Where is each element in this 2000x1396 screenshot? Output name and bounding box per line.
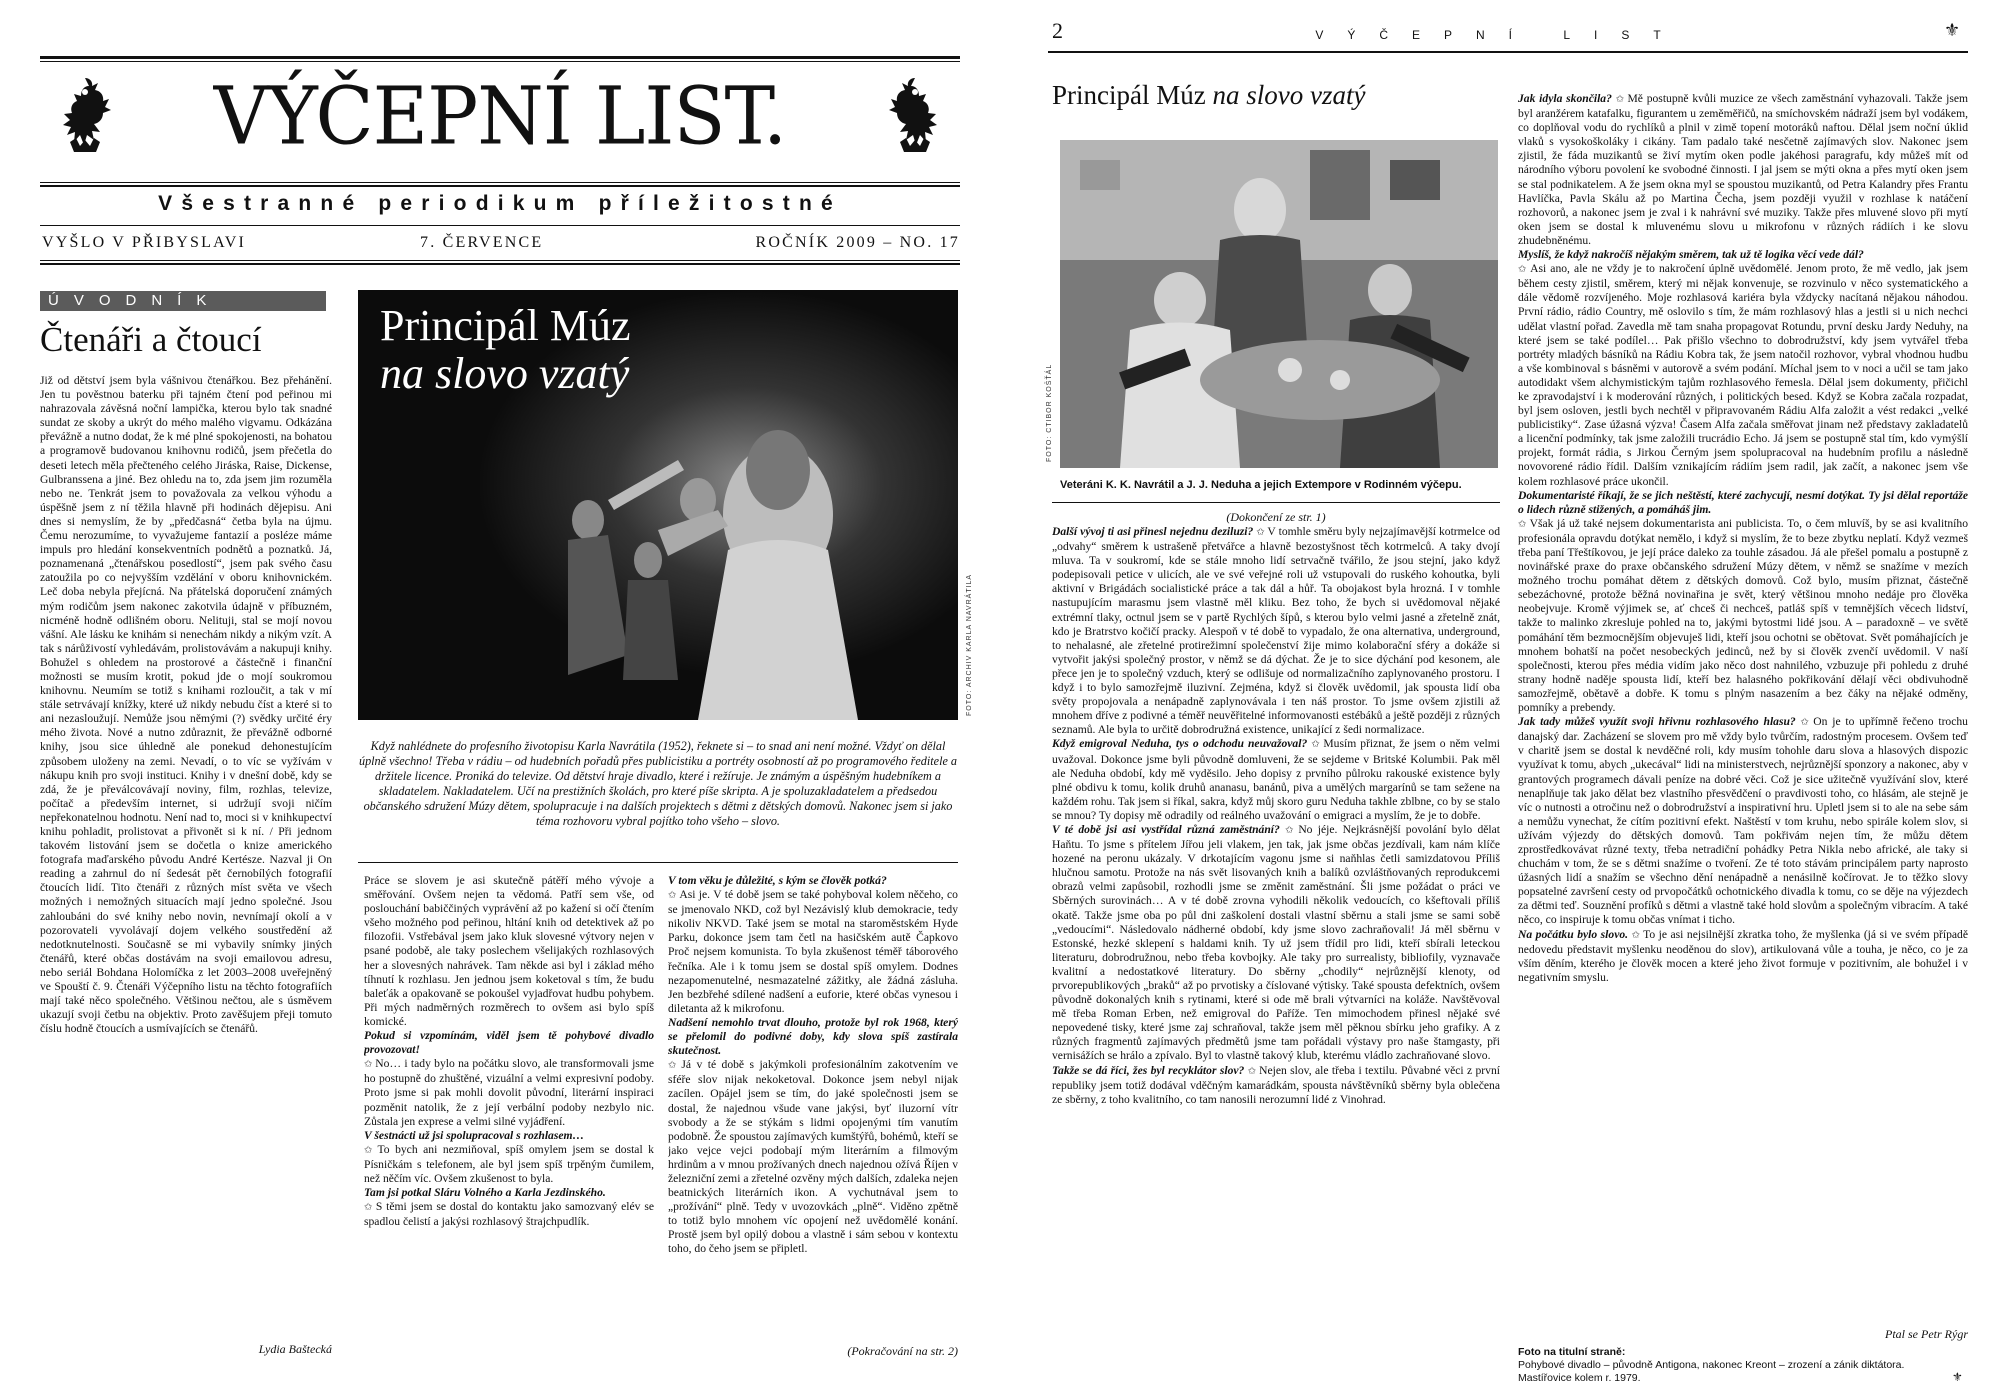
star-icon: ✩	[1631, 929, 1644, 941]
editorial-signature: Lydia Baštecká	[258, 1342, 332, 1356]
continued-from: (Dokončení ze str. 1)	[1226, 510, 1326, 524]
lion-emblem-left-icon	[50, 72, 120, 164]
page2-column-2	[1518, 92, 1968, 1324]
page2-top-rule	[1048, 51, 1968, 53]
page-two	[1000, 0, 2000, 1396]
page2-col1-block: Takže se dá říci, žes byl recyklátor slov? ✩ Nejen slov, ale třeba i textilu. Půvabné věci z první republiky jsem totiž dodával vděčným kamarádkám, spousta návštěvníků sběrny byla oblečena ze sběrny, z toho kvalitního, co tam nanosili nerozumní lidé z Vinohrad.	[1052, 1063, 1500, 1106]
page2-col2-question: Myslíš, že když nakročíš nějakým směrem, tak už tě logika věcí vede dál?	[1518, 248, 1864, 262]
star-icon: ✩	[1518, 264, 1531, 276]
cover-column-1	[364, 874, 654, 1344]
cover-note-title: Foto na titulní straně:	[1518, 1346, 1626, 1358]
cover-col2-para: ✩ Asi je. V té době jsem se také pohyboval kolem něčeho, co se jmenovalo NKD, což byl Nezávislý klub demokracie, tedy nikoliv NKVD. Také jsem se motal na staroměstském Hyde Parku, dokonce jsem tam četl na hasičském autě Čapkovo Proč nejsem komunista. To byla zkušenost téměř táborového řečníka. Ale i k tomu jsem se dostal spíš omylem. Dodnes nezapomenutelné, nesmazatelné zážitky, ale žádná zásluha. Jen bezbřehé sdílené nadšení a euforie, které občas vynesou i diletanta až k mikrofonu.	[668, 888, 958, 1015]
page2-title: Principál Múz na slovo vzatý	[1052, 80, 1366, 110]
cover-col1-question: Tam jsi potkal Sláru Volného a Karla Jezdinského.	[364, 1186, 606, 1200]
star-icon: ✩	[1518, 518, 1530, 530]
page2-col2-question: Dokumentaristé říkají, že se jich neštěstí, které zachycují, nesmí dotýkat. Ty jsi dělal reportáže o lidech různě stižených, a pomáháš jim.	[1518, 488, 1968, 516]
star-icon: ✩	[364, 1059, 376, 1071]
cover-continued: (Pokračování na str. 2)	[847, 1344, 958, 1358]
page2-photo	[1060, 140, 1498, 468]
cover-photo-title-line1: Principál Múz	[380, 301, 631, 350]
page2-photo-caption: Veteráni K. K. Navrátil a J. J. Neduha a jejich Extempore v Rodinném výčepu.	[1060, 479, 1462, 491]
editorial-text: Již od dětství jsem byla vášnivou čtenářkou. Bez přehánění. Jen tu pověstnou baterku při tajném čtení pod peřinou mi nahrazovala závěsná noční lampička, kterou bylo tak snadné sundat ze skoby a ukrýt do mého malého vigvamu. Odkázána převážně a nutno dodat, že k mé plné spokojenosti, na bohatou a programově budovanou knihovnu rodičů, jsem přečetla do deseti letech měla přečteného celého Jiráska, Raise, Dickense, Gulbranssena a jiné. Bez ohledu na to, zda jsem jim rozuměla nebo ne. Tenkrát jsem to považovala za velkou výhodu a úspěšně jsem z ní těžila hlavně při hodinách dějepisu. Ani dnes si nemyslím, že by „předčasná“ četba byla na újmu. Čemu nerozumíme, to vyvažujeme fantazií a posléze máme impuls pro hledání konsekventních podnětů a poznatků. Já, poznamenaná „čtenářskou posedlostí“, jsem pak svého času zatoužila po co nejvyšším vzdělání v oboru knihovnickém. Leč doba nebyla přejícná. Na přátelská doporučení známých mým rodičům jsem nakonec zakotvila údajně v příbuzném, nicméně hodně odlišném oboru. Nelituji, stal se mojí novou vášní. Ale lásku ke knihám si nenechám nikdy a nikým vzít. A tak s nárůživostí vyhledávám, prolistovávám a nakupuji knihy. Bohužel s ohledem na prostorové a částečně i finanční možnosti se musím krotit, pokud jde o mojí soukromou knihovnu. Neumím se totiž s knihami rozloučit, a tak v mí stále setrvávají knížky, které už nikdy nebudu číst a které si to ani nezasloužují. Nemůže jsou němými (?) svědky určité éry mého života. Nové a nutno zdůraznit, že převážně odborné knihy, jsou sice úhledně ale ponekud dehonestujícím způsobem uloženy na zemi. Nevadí, o to víc se vyžívám v nákupu knih pro svoji instituci. Knihy i v dnešní době, kdy se zdá, že je převálcovávají noviny, film, rozhlas, televize, počítač a především internet, si udržují svoji ničím nepřekonatelnou hodnotu. Není nad to, moci si v knihkupectví knihu pohladit, prolistovat a přivonět si k ní. / Při jednom takovém listování jsem se dočetla o knize amerického fotografa maďarského původu André Kertésze. Nazval ji On reading a zahrnul do ní šedesát pět černobílých fotografií čtoucích lidí. Tito čtenáři z různých míst světa ve všech možných i nemožných situacích mají jedno společné. Jsou zahloubáni do své knihy nebo novin, nevnímají okolí a v pozorovateli vyvolávají dojem velkého soustředění až nedotknutelnosti. Současně se mi vybavily snímky jiných čtenářů, které občas dostávám na svoji emailovou adresu, nebo seriál Bohdana Holomíčka z let 2003–2008 uveřejněný ve Spouští č. 9. Čtenáři Výčepního listu na těchto fotografiích mají také něco společného. Většinou nečtou, ale s úsměvem ukazují svoji četbu na objektiv. Proto zavěšujem přeji tomuto číslu hodně čtoucích a usmívajících se čtenářů.	[40, 374, 332, 1036]
lion-end-icon: ⚜	[1952, 1370, 1963, 1384]
cover-col1-para: ✩ To bych ani nezmiňoval, spíš omylem jsem se dostal k Písničkám s telefonem, ale byl jsem spíš trpěným čumilem, než něčím víc. Ovšem zkušenost to byla.	[364, 1142, 654, 1185]
page2-col1-block: Další vývoj ti asi přinesl nejednu deziluzi? ✩ V tomhle směru byly nejzajímavější kotrmelce od „odvahy“ směrem k ustrašeně přetvářce a hlavně bezostyšnost těch kotrmelců. A taky dvojí mluva. Ta v soukromí, kde se stále mnoho lidí setrvačně tvářilo, že jsou stejní, jako když podepisovali petice v ulicích, ale ve své veřejné roli už vstupovali do ruského kohoutka, byli aktivní v Brigádách socialistické práce a tak dál a hůř. Ta obojakost byla hrozná. I v tomhle nastupujícím marasmu jsem vlastně měl kliku. Bez toho, že bych si uvědomoval nějaké extrémní tlaky, octnul jsem se v partě Rychlých šípů, s kterou bylo velmi jasné a zřetelně znát, kdo je Bratrstvo kočičí pracky. Alespoň v té době to vypadalo, že ona alternativa, underground, to nehalasné, ale zřetelné protirežimní společenství žije mimo kolaborační sféry a dokáže si vytvořit jakýsi společný prostor, v němž se dá dýchat. Že je to sice dýchání pod kesonem, ale přece jen je to společný vzduch, který se odlišuje od normalizačního zaplynovaného prostoru. I když i to bylo samozřejmě iluzivní. Zejména, když si člověk uvědomil, jak spousta lidí oba světy propojovala a nenápadně zaplynovávala i ten náš prostor. To jsme ovšem zjistili až mnohem dříve z podivné a téměř neuvěřitelné informovanosti estébáků a ještě později z různých seznamů. Ale byla to určitě dobrodružná existence, unikající z šedi normalizace.	[1052, 525, 1500, 737]
page2-col2-para: ✩ Však já už také nejsem dokumentarista ani publicista. To, o čem mluvíš, by se asi kvalitního profesionála opravdu dotýkat nemělo, i když si myslím, že to beze zbytku neplatí. Když vezmeš třeba paní Třeštíkovou, je její práce daleko za touhle zásadou. Já ale přešel pomalu a postupně z novinářské praxe do praxe občanského sdružení Múzy dětem, v němž se snažíme v mezích možného trochu pomáhat dětem z dětských domovů. Což bylo, musím přiznat, částečně sebezáchovné, protože běžná novinařina je svět, který většinou mnoho nedáje pro člověka neobejvuje. Kromě výjimek se, ať chceš či nechceš, patláš spíš v temnějších věcech lidství, takže to malinko zkresluje pohled na to, jakými bytostmi lidé jsou. A – paradoxně – ve světě pomáhání těm bezmocnějším objevuješ lidi, kteří jsou ochotni se obětovat. Svět pomáhajících je mnohem bohatší na počet nesobeckých jedinců, než by si člověk zvenčí uvědomil. V naší společnosti, kterou přes média vidím jako něco dost nahnilého, vzbuzuje při pohledu z druhé strany hodně naděje spousta lidí, kteří bez halasného pokřikování dělají věci obdivuhodně samozřejmě, obětavě a dobře. K tomu s plným nasazením a bez čáky na nějaké odměny, pomníky a prebendy.	[1518, 516, 1968, 715]
cover-col1-question: Pokud si vzpomínám, viděl jsem tě pohybové divadlo provozovat!	[364, 1029, 654, 1057]
star-icon: ✩	[364, 1144, 378, 1156]
star-icon: ✩	[364, 1202, 376, 1214]
lion-small-icon: ⚜	[1944, 20, 1961, 41]
page2-photo-credit: FOTO: CTIBOR KOŠŤÁL	[1046, 363, 1053, 462]
cover-col1-para: ✩ No… i tady bylo na počátku slovo, ale transformovali jsme ho postupně do zhuštěné, vizuální a velmi expresivní podoby. Proto jsme si pak mohli dovolit původní, literární inspiraci pozměnit natolik, že z její verbální podoby nezbylo nic. Zůstala jen exprese a velmi silné vyjádření.	[364, 1057, 654, 1128]
page-number: 2	[1052, 18, 1063, 43]
editorial-kicker: ÚVODNÍK	[40, 291, 326, 311]
cover-photo-credit: FOTO: ARCHIV KARLA NAVRÁTILA	[966, 573, 973, 716]
masthead-top-rule	[40, 56, 960, 59]
star-icon: ✩	[668, 1060, 682, 1072]
cover-col2-para: ✩ Já v té době s jakýmkoli profesionálním zakotvením ve sféře slov nijak nekoketoval. Dokonce jsem nebyl nijak zacílen. Opájel jsem se tím, do jaké společnosti jsem se dostal, že najednou všude vane jakýsi, byť iluzorní vítr svobody a že se stýkám s lidmi opojenými tím vanutím podobně. Že spoustou zajímavých kumštýřů, bohémů, kteří se jako vejce vejci podobají mým literárním a filmovým hrdinům a v mnou prožívaných dnech najednou ožívá Říjen v železniční zemi a zřetelné ozvěny mých dalších, zdaleka nejen beatnických literárních ikon. A vychutnával jsem to „prožívání“ plně. Tedy v uvozovkách „plně“. Viděno zpětně to totiž bylo mnohem víc opojení než uvědomělé konání. Prostě jsem byl opilý dobou a vlastně i sám sebou v kontextu toho, do čeho jsem se připletl.	[668, 1058, 958, 1256]
cover-column-2	[668, 874, 958, 1342]
page2-caption-rule	[1052, 502, 1500, 503]
star-icon: ✩	[1285, 824, 1299, 836]
masthead-rule-bottom	[40, 260, 960, 261]
page2-col2-block: Na počátku bylo slovo. ✩ To je asi nejsilnější zkratka toho, že myšlenka (já si ve svém případě nedovedu představit myšlenku neoděnou do slov), artikulovaná vůle a touha, je něco, co je za vším děním, kterého je člověk mocen a které jeho život formuje v pozitivním, ale bohužel i v negativním smyslu.	[1518, 927, 1968, 984]
page2-col2-block: Jak idyla skončila? ✩ Mě postupně kvůli muzice ze všech zaměstnání vyhazovali. Takže jsem byl aranžérem katafalku, figurantem u zeměměřičů, na smíchovském nádraží jsem byl vodákem, co doplňoval vodu do rychlíků a plnil v zimě topení motoráků naftou. Dělal jsem noční úklid vlaků s vysokoškoláky i cikány. Tam padalo také nesčetně zajímavých slov. Nakonec jsem zjistil, že fáda muzikantů se živí mytím oken podle jakéhosi paragrafu, kdy můžeš mít od národního výboru povolení ke svobodné činnosti. I jal jsem se mýti okna a přes mytí oken jsem se stal podnikatelem. A že jsem okna myl se spoustou muzikantů, od Petra Kalandry přes Frantu Havlíčka, Pavla Skálu až po Martina Čecha, jsem později využil v rozhlase k natáčení rozhovorů, a nakonec jsem je zval i k nahrávní své muziky. Takže přes mluvené slovo při mytí oken jsem se dostal k mluvenému slovu u mikrofonu v různých rádiích i ke slovu zhudebněnému.	[1518, 92, 1968, 247]
star-icon: ✩	[1311, 739, 1324, 751]
page2-col1-block: Když emigroval Neduha, tys o odchodu neuvažoval? ✩ Musím přiznat, že jsem o něm velmi uvažoval. Dokonce jsme byli původně domluveni, že se sejdeme v Britské Kolumbii. Pak měl ale Neduha období, kdy mě vyděsilo. Jeho dopisy z prvního půlroku rakouské existence byly plné obdivu k tomu, kolik druhů ananasu, banánů, piva a umělých margarínů se tam sežene na každém rohu. Tak jsem si říkal, sakra, když můj skoro guru Neduha takhle zblbne, co by se stalo se mnou? Ty dopisy mě odradily od reálného uvažování o emigraci a myslím, že je to dobře.	[1052, 737, 1500, 822]
star-icon: ✩	[1256, 527, 1268, 538]
masthead-top-rule-thin	[40, 61, 960, 62]
cover-col2-question: Nadšení nemohlo trvat dlouho, protože byl rok 1968, který se přelomil do podivné doby, kdy slova spíš zastírala skutečnost.	[668, 1015, 958, 1058]
star-icon: ✩	[1247, 1065, 1260, 1077]
star-icon: ✩	[1800, 717, 1814, 729]
editorial-title: Čtenáři a čtoucí	[40, 320, 262, 359]
star-icon: ✩	[668, 890, 680, 902]
cover-col1-para: ✩ S těmi jsem se dostal do kontaktu jako samozvaný elév se spadlou čelistí a jakýsi rozhlasový štrajchpudlík.	[364, 1200, 654, 1229]
masthead-date: 7. ČERVENCE	[420, 234, 544, 251]
masthead-title: VÝČEPNÍ LIST.	[213, 68, 787, 163]
cover-intro: Když nahlédnete do profesního životopisu Karla Navrátila (1952), řeknete si – to snad ani není možné. Vždyť on dělal úplně všechno! Třeba v rádiu – od hudebních pořadů přes publicistiku a portréty osobností až po programového ředitele a držitele licence. Proniká do televize. Od dětství hraje divadlo, které i režíruje. Je známým a úspěšným hudebníkem a skladatelem. Nakladatelem. Učí na prestižních školách, pro které píše skripta. A je spoluzakladatelem a předsedou občanského sdružení Múzy dětem, spolupracuje i na dalších projektech s dětmi z dětských domovů. Nakonec jsem si jako téma rozhovoru vybral pojítko toho všeho – slovo.	[358, 739, 958, 828]
masthead-subtitle: Všestranné periodikum příležitostné	[158, 192, 842, 215]
page2-column-1	[1052, 525, 1500, 1377]
star-icon: ✩	[1615, 94, 1628, 105]
running-head: VÝČEPNÍ LIST	[1315, 28, 1685, 42]
cover-intro-rule	[358, 862, 958, 863]
masthead-volume: ROČNÍK 2009 – NO. 17	[755, 234, 960, 251]
page2-col2-block: Jak tady můžeš využít svoji hřivnu rozhlasového hlasu? ✩ On je to upřímně řečeno trochu danajský dar. Zacházení se slovem pro mě vždy bylo tvůrčím, radostným procesem. Ovšem teď v charitě jsem se dostal k nevděčné roli, kdy musím tohohle daru slova a hlasových dispozic využívat k tomu, abych „ukecával“ lidi na ministerstvech, nejrůznější sponzory a nakonec, aby v grantových programech dávali peníze na dobré věci. Což je sice užitečně využívání slov, které nenaplňuje tak jako dělat bez vlastního přesvědčení o pravdivosti toho, co hlásám, ale stejně je víc o nutnosti a otročinu než o dobrodružství a inspirativní hru. Upletl jsem si to ale na sebe sám a nemůžu vynechat, že cítím pozitivní efekt. Naštěstí v tom kruhu, nebo spirále kolem slov, si užívám výjezdy do dětských domovů. Tam pokřivám nejen tím, že můžu dětem zprostředkovávat různé texty, třeba netradiční pohádky Petra Nikla nebo africké, ale taky si chuchám v tom, že se s dětmi snažíme o tvoření. Ze té toto stávám principálem party naprosto úžasných lidí a snažím se všechno dění nenápadně a nenásilně kočírovat. Je to těžko slovy popsatelné završení cesty od prvopočátků ochotnického divadla k tomu, co se děje na výjezdech za dětmi teď. Souznění profíků s dětmi a vlastně také hold slovům a společným vibracím. A také něco, co inspiruje k tomu občas vnímat i ticho.	[1518, 715, 1968, 927]
page2-photo-scene	[1060, 140, 1498, 468]
page2-col2-para: ✩ Asi ano, ale ne vždy je to nakročení úplně uvědomělé. Jenom proto, že mě vedlo, jak jsem během cesty zjistil, směrem, který mi nějak konvenuje, se rozvinulo v něco systematického a dále vědomě rozvíjeného. Moje rozhlasová kariéra byla vždycky nacítaná nějakou náhodou. První rádio, rádio Country, mě oslovilo s tím, že mám rozhlasový hlas a jestli si u nich nechci udělat vlastní pořad. Zavedla mě tam snaha propagovat Rotundu, první desku Jardy Neduhy, na které jsem se také podílel… Pak přišlo všechno to dobrodružství, kdy jsem vytvářel třeba portréty mladých básníků na Rádiu Kobra tak, že jsem natočil rozhovor, vybral vhodnou hudbu a vše kombinoval s básněmi v autorově a svém podání. Míchal jsem to v noci a učil se tam jako autodidakt všem alchymistickým tajům rozhlasového řemesla. Dělal jsem dokumenty, přičichl ke zpravodajství i k moderování různých, i politických besed. Když se Kobra začala rozpadat, byl jsem osloven, jestli bych nechtěl v připravovaném Rádiu Alfa založit a vést redakci „velké publicistiky“. Zase úžasná výzva! Časem Alfa začala směřovat jinam než představy zakladatelů a licenční podmínky, tak jsme založili trucrádio Echo. Já jsem se postupně stal tím, kdo vymýšlí projekt, formát rádia, s Jirkou Černým jsem spolupracoval na hudebním profilu a následně novovorené rádio řídil. Dalším vznikajícím rádiím jsem radil, jak začít, a nakonec jsem vše kolem rozhlasové práce ukončil.	[1518, 262, 1968, 488]
cover-photo	[358, 290, 958, 720]
page2-signature: Ptal se Petr Rýgr	[1885, 1327, 1968, 1341]
cover-note-text: Pohybové divadlo – původně Antigona, nakonec Kreont – zrození a zánik diktátora. Mastířovice kolem r. 1979.	[1518, 1359, 1905, 1384]
page2-col1-block: V té době jsi asi vystřídal různá zaměstnání? ✩ No jéje. Nejkrásnější povolání bylo dělat Haňtu. To jsme s přítelem Jířou jeli vlakem, jen tak, jak jsme občas jezdívali, kam nám klíče hozené na peronu ukázaly. V drkotajícím vagonu jsme si naňhlas četli samizdatovou Příliš hlučnou samotu. Protože na nás svět lisovaných knih a balíků ozvláštňovaných reprodukcemi obrazů velmi zapůsobil, rozhodli jsme se změnit zaměstnání. Šli jsme požádat o práci ve Sběrných surovinách… A v té době zrovna vyhodili několik vedoucích, co kšeftovali příliš okatě. Takže jsme oba po půl dni zaškolení dostali vlastní sběrnu a stali jsme se sami sobě „vedoucími“. Následovalo nádherné období, kdy jsme slovo zachraňovali! Já měl sběrnu v Estonské, hezké sklepení s haldami knih. Ty už jsem třídil pro lidi, kteří sbírali leteckou literaturu, dobrodružnou, nebo třeba kovbojky. Ale taky pro surrealisty, bibliofily, vyznavače kvalitní a nedostatkové literatury. Do sběrny „chodily“ nejrůznější klenoty, od prvorepublikových „braků“ až po prvotisky a číslované výtisky. Také spousta defektních, ovšem původně dokonalých knih s rytinami, které si ode mě brali výtvarníci na koláže. Navštěvoval mě třeba Roman Erben, než emigroval do Paříže. Ten mimochodem přinesl nějaké své nepovedené tisky, které jsme zaj schraňoval, takže jsem měl pěknou sbírku jeho grafiky. A z různých fragmentů zajímavých předmětů jsme tam pořádali výstavy pro naše štamgasty, při vernisážích se hrálo a zpívalo. Byl to vlastně takový klub, kterému vládlo zachraňované slovo.	[1052, 822, 1500, 1063]
lion-emblem-right-icon	[880, 72, 950, 164]
cover-col2-question: V tom věku je důležité, s kým se člověk potká?	[668, 874, 887, 887]
masthead-rule-bottom2	[40, 263, 960, 265]
masthead-place: VYŠLO V PŘIBYSLAVI	[42, 234, 247, 251]
masthead-rule-mid2	[40, 185, 960, 187]
cover-col1-question: V šestnácti už jsi spolupracoval s rozhlasem…	[364, 1128, 585, 1142]
masthead-rule-mid1	[40, 182, 960, 183]
masthead-rule-date-top	[40, 225, 960, 226]
cover-photo-title-line2: na slovo vzatý	[380, 349, 630, 398]
cover-col1-para: Práce se slovem je asi skutečně pátěří mého vývoje a směřování. Ovšem nejen ta vědomá. Patří sem vše, od poslouchání babiččiných vyprávění až po kažení si očí čtením všeho možného pod peřinou, hltání knih od detektivek až po filozofii. Vstřebával jsem jako kluk slovesné výtvory nejen v psané podobě, ale taky poslechem všelijakých rozhlasových her a slovesných nahrávek. Tam někde asi byl i základ mého tíhnutí k rozhlasu. Jen jednou jsem koketoval s tím, že budu baleťák a opakovaně se pokoušel vyjadřovat hudbu pohybem. Při mých nadměrných rozměrech to ovšem asi bylo spíš komické.	[364, 874, 654, 1028]
